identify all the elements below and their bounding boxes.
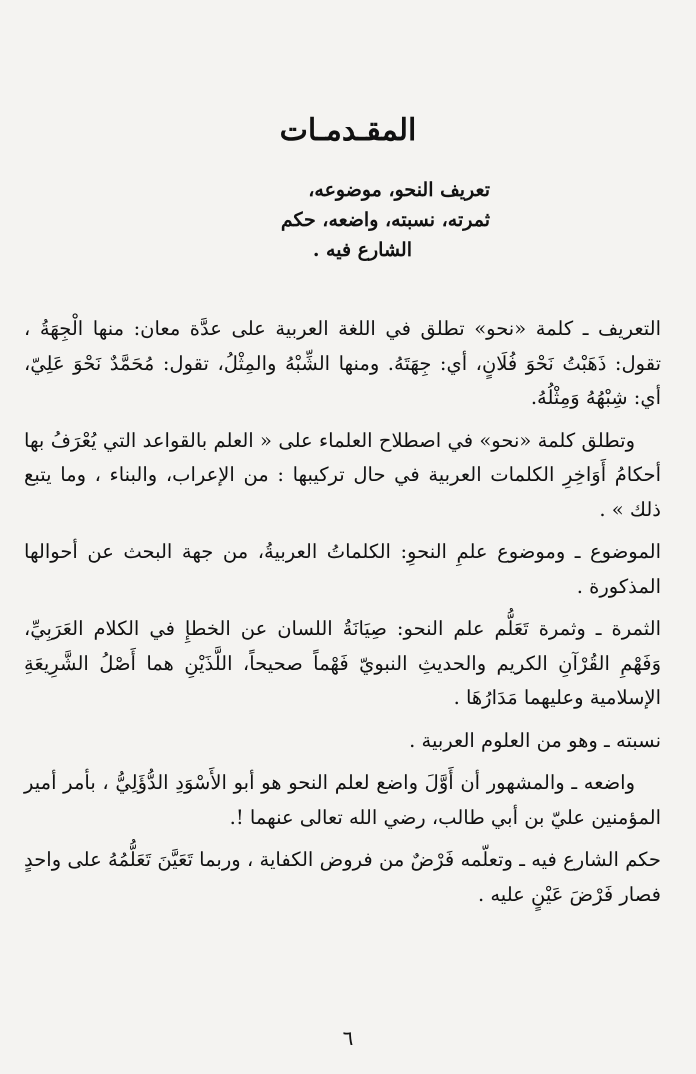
page-title: المقـدمـات <box>279 113 417 148</box>
subheading-line: ثمرته، نسبته، واضعه، حكم <box>280 209 490 231</box>
body-text <box>24 312 661 920</box>
subheading-line: الشارع فيه . <box>312 239 412 261</box>
page-number: ٦ <box>342 1026 354 1050</box>
subheading-block <box>260 175 490 265</box>
paragraph-relation: نسبته ـ وهو من العلوم العربية . <box>409 728 661 752</box>
paragraph-legal-ruling: حكم الشارع فيه ـ وتعلّمه فَرْضٌ من فروض الكفاية ، وربما تَعَيَّنَ تَعَلُّمُهُ على واحدٍ فصار فَرْضَ عَيْنٍ عليه . <box>24 848 661 906</box>
subheading-line: تعريف النحو، موضوعه، <box>308 179 490 201</box>
paragraph-definition-lexical: التعريف ـ كلمة «نحو» تطلق في اللغة العربية على عدَّة معان: منها الْجِهَةُ ، تقول: ذَهَبْتُ نَحْوَ فُلَانٍ، أي: جِهَتَهُ. ومنها الشِّبْهُ والمِثْلُ، تقول: مُحَمَّدٌ نَحْوَ عَلِيّ، أي: شِبْهُهُ وَمِثْلُهُ. <box>24 317 661 409</box>
paragraph-definition-technical: وتطلق كلمة «نحو» في اصطلاح العلماء على « العلم بالقواعد التي يُعْرَفُ بها أحكامُ أَوَاخِرِ الكلمات العربية في حال تركيبها : من الإعراب، والبناء ، وما يتبع ذلك » . <box>24 428 661 521</box>
paragraph-benefit: الثمرة ـ وثمرة تَعَلُّم علم النحو: صِيَانَةُ اللسان عن الخطإِ في الكلام العَرَبِيِّ، وَفَهْمِ القُرْآنِ الكريم والحديثِ النبويّ فَهْماً صحيحاً، اللَّذَيْنِ هما أَصْلُ الشَّرِيعَةِ الإسلامية وعليهما مَدَارُهَا . <box>24 617 661 709</box>
paragraph-founder: واضعه ـ والمشهور أن أَوَّلَ واضع لعلم النحو هو أبو الأَسْوَدِ الدُّؤَلِيُّ ، بأمر أمير المؤمنين عليّ بن أبي طالب، رضي الله تعالى عنهما !. <box>24 771 661 829</box>
paragraph-subject: الموضوع ـ وموضوع علمِ النحوِ: الكلماتُ العربيةُ، من جهة البحث عن أحوالها المذكورة . <box>24 540 661 598</box>
